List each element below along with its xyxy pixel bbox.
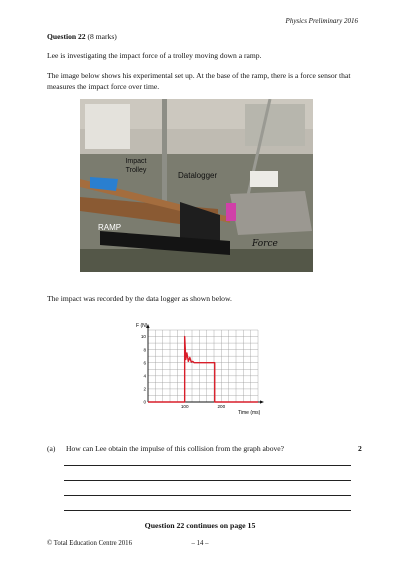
chart-ticks (141, 334, 226, 409)
question-number: Question 22 (47, 32, 86, 41)
force-time-chart-svg (136, 316, 272, 420)
force-label: Force (252, 239, 278, 249)
x-tick-label: 200 (217, 404, 226, 409)
y-tick-label: 2 (143, 386, 146, 392)
footer-page-number: – 14 – (191, 540, 209, 547)
answer-line[interactable] (64, 480, 351, 481)
experiment-photo (80, 99, 313, 272)
setup-description: The image below shows his experimental set up. At the base of the ramp, there is a force sensor that measures the impact force over time. (47, 71, 351, 91)
y-tick-label: 10 (140, 334, 146, 340)
trolley-label: Impact Trolley (125, 158, 147, 174)
y-tick-label: 4 (143, 373, 146, 379)
x-axis-label: Time (ms) (238, 410, 261, 416)
question-title (47, 32, 117, 41)
question-marks: (8 marks) (87, 32, 117, 41)
graph-intro: The impact was recorded by the data logger as shown below. (47, 294, 232, 303)
y-tick-label: 6 (143, 360, 146, 366)
experiment-photo-drawing (80, 99, 313, 272)
y-axis-label: F (N) (136, 323, 148, 329)
x-tick-label: 100 (180, 404, 189, 409)
part-a-question: How can Lee obtain the impulse of this collision from the graph above? (66, 444, 285, 453)
chart-axes (146, 324, 264, 404)
chart-grid (148, 330, 258, 402)
y-tick-label: 8 (143, 347, 146, 353)
x-axis-arrow (260, 400, 264, 403)
datalogger-label: Datalogger (178, 171, 218, 180)
running-header: Physics Preliminary 2016 (285, 17, 358, 25)
footer-copyright: © Total Education Centre 2016 (47, 540, 132, 547)
continuation-note: Question 22 continues on page 15 (144, 521, 256, 530)
question-intro: Lee is investigating the impact force of a trolley moving down a ramp. (47, 51, 262, 60)
answer-line[interactable] (64, 510, 351, 511)
part-a-marks: 2 (358, 444, 362, 453)
ramp-label: RAMP (98, 223, 122, 232)
part-a-label: (a) (47, 444, 56, 453)
answer-line[interactable] (64, 495, 351, 496)
answer-line[interactable] (64, 465, 351, 466)
force-time-chart (136, 316, 272, 420)
y-tick-label: 0 (143, 399, 146, 405)
